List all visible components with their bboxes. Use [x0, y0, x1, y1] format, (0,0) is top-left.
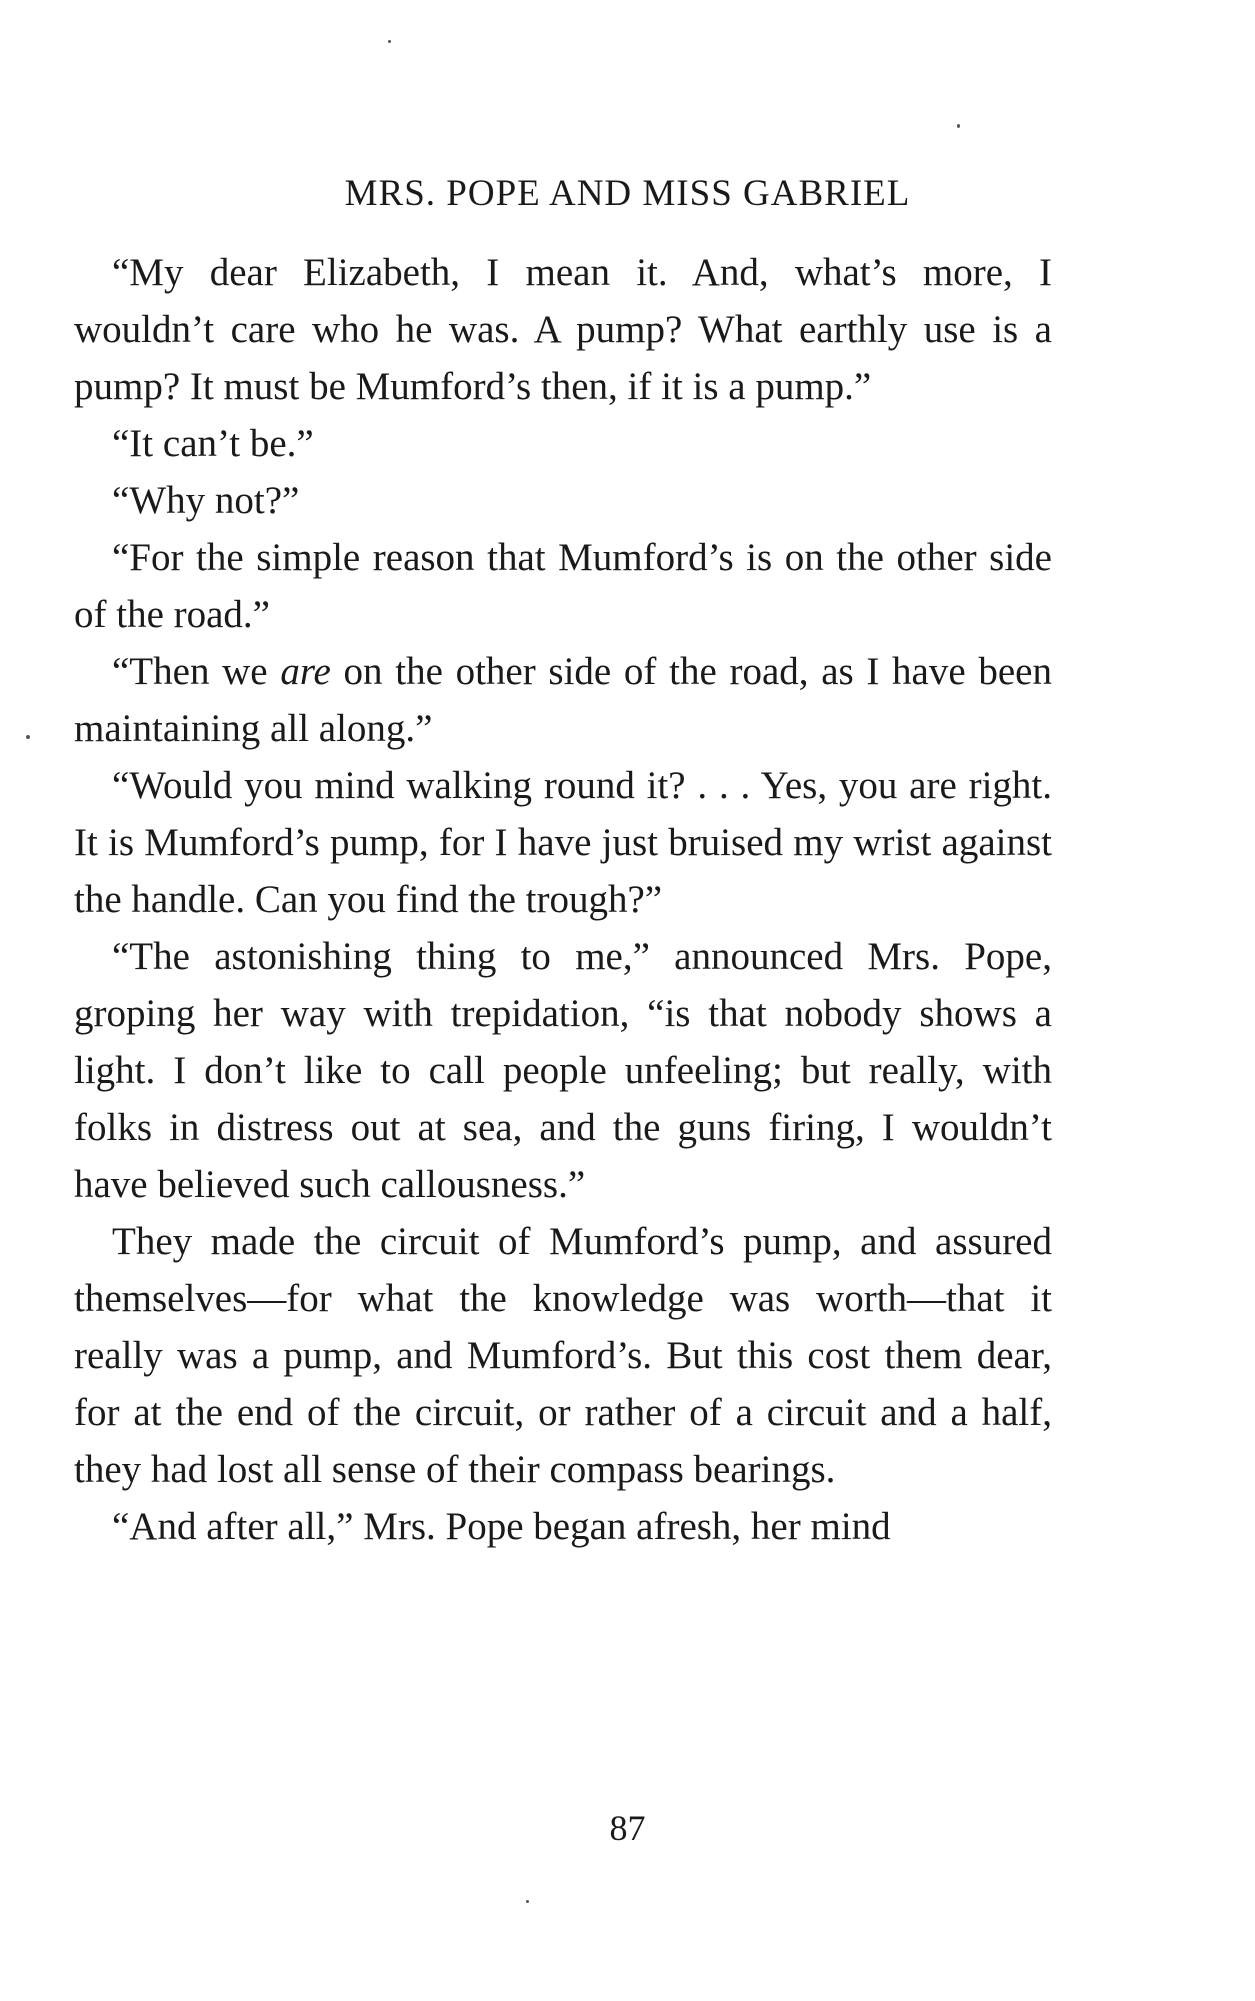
paragraph-7	[74, 928, 1052, 1213]
paper-speck	[388, 40, 391, 43]
paragraph-text: “It can’t be.”	[112, 422, 314, 465]
paragraph-8	[74, 1213, 1052, 1498]
paper-speck	[26, 735, 30, 739]
paragraph-2	[74, 415, 1052, 472]
paper-speck	[526, 1900, 529, 1903]
paragraph-text: “And after all,” Mrs. Pope began afresh, her mind	[112, 1505, 891, 1548]
paper-speck	[957, 124, 960, 128]
paragraph-1	[74, 244, 1052, 415]
paragraph-text: “Then we	[112, 650, 281, 693]
paragraph-text: “My dear Elizabeth, I mean it. And, what’s more, I wouldn’t care who he was. A pump? What earthly use is a pump? It must be Mumford’s then, if it is a pump.”	[74, 251, 1052, 408]
paragraph-text: “Why not?”	[112, 479, 300, 522]
paragraph-3	[74, 472, 1052, 529]
paragraph-6	[74, 757, 1052, 928]
paragraph-text: on the other side of the road, as I have been maintaining all along.”	[74, 650, 1052, 750]
paragraph-text: “The astonishing thing to me,” announced Mrs. Pope, groping her way with trepidation, “is that nobody shows a light. I don’t like to call people unfeeling; but really, with folks in distress out at sea, and the guns firing, I wouldn’t have believed such callousness.”	[74, 935, 1052, 1206]
paragraph-text: “Would you mind walking round it? . . . Yes, you are right. It is Mumford’s pump, for I have just bruised my wrist against the handle. Can you find the trough?”	[74, 764, 1052, 921]
paragraph-text: “For the simple reason that Mumford’s is on the other side of the road.”	[74, 536, 1052, 636]
paragraph-9	[74, 1498, 1052, 1555]
body-text	[74, 244, 1052, 1555]
paragraph-4	[74, 529, 1052, 643]
paragraph-text: They made the circuit of Mumford’s pump, and assured themselves—for what the knowledge was worth—that it really was a pump, and Mumford’s. But this cost them dear, for at the end of the circuit, or rather of a circuit and a half, they had lost all sense of their compass bearings.	[74, 1220, 1052, 1491]
page-number: 87	[609, 1808, 646, 1848]
italic-emphasis: are	[280, 650, 331, 693]
paragraph-5	[74, 643, 1052, 757]
running-head: MRS. POPE AND MISS GABRIEL	[344, 173, 911, 214]
